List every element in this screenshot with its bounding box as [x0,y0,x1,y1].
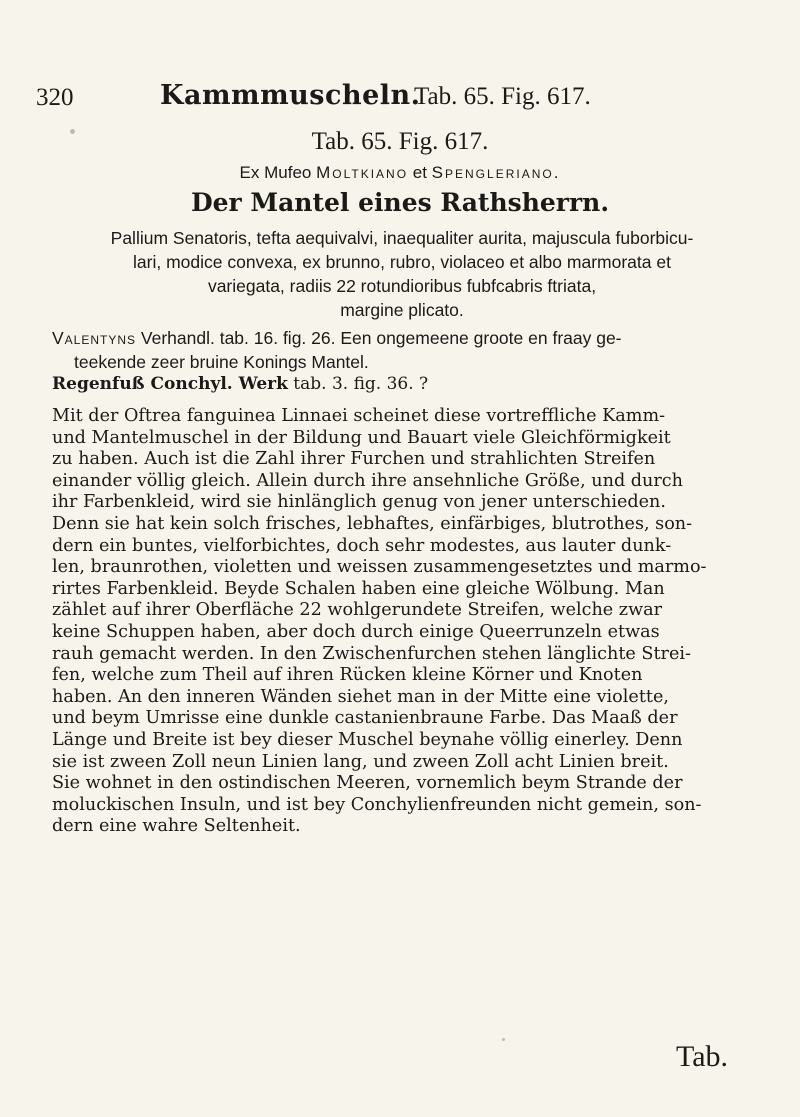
body-line: Mit der Oftrea fanguinea Linnaei scheinet diese vortreffliche Kamm- [52,406,666,426]
museum-spengler: Spengleriano. [431,163,561,182]
valentyn-line: teekende zeer bruine Konings Mantel. [74,352,369,372]
paper-speck [502,1038,505,1041]
body-line: sie ist zween Zoll neun Linien lang, und zween Zoll acht Linien breit. [52,751,669,772]
body-paragraph [52,406,762,838]
body-line: fen, welche zum Theil auf ihren Rücken kleine Körner und Knoten [52,665,643,686]
source-conjunction: et [408,163,432,182]
body-line: keine Schuppen haben, aber doch durch einige Queerrunzeln etwas [52,621,660,642]
regenfuss-reference [52,374,428,394]
latin-line: lari, modice convexa, ex brunno, rubro, violaceo et albo marmorata et [133,252,671,272]
body-line: zählet auf ihrer Oberfläche 22 wohlgerundete Streifen, welche zwar [52,600,663,621]
source-line [0,163,800,183]
paper-speck [70,129,75,134]
valentyn-author: Valentyns [52,328,137,348]
regenfuss-citation: tab. 3. fig. 36. ? [287,374,429,394]
body-line: ihr Farbenkleid, wird sie hinlänglich genug von jener unterschieden. [52,492,666,513]
plate-reference: Tab. 65. Fig. 617. [311,128,489,155]
source-prefix: Ex Mufeo [239,163,317,182]
latin-line: variegata, radiis 22 rotundioribus fubfcabris ftriata, [207,276,597,296]
latin-line: Pallium Senatoris, tefta aequivalvi, inaequaliter aurita, majuscula fuborbicu- [110,228,694,248]
body-line: haben. An den inneren Wänden siehet man in der Mitte eine violette, [52,686,669,707]
body-line: und Mantelmuschel in der Bildung und Bauart viele Gleichförmigkeit [52,427,671,448]
running-title: Kammmuscheln. [160,80,421,111]
body-line: Länge und Breite ist bey dieser Muschel beynahe völlig einerley. Denn [52,729,683,750]
body-line: einander völlig gleich. Allein durch ihre ansehnliche Größe, und durch [52,470,683,491]
valentyn-citation: Verhandl. tab. 16. fig. 26. Een ongemeene groote en fraay ge- [136,328,622,348]
latin-line: margine plicato. [340,300,464,320]
running-reference: Tab. 65. Fig. 617. [414,83,591,110]
body-line: Denn sie hat kein solch frisches, lebhaftes, einfärbiges, blutrothes, son- [52,513,693,534]
page-number: 320 [36,84,74,111]
valentyn-line [52,326,762,350]
body-line: rirtes Farbenkleid. Beyde Schalen haben eine gleiche Wölbung. Man [52,578,665,599]
body-line: len, braunrothen, violetten und weissen zusammengesetztes und marmo- [52,557,707,578]
body-line: und beym Umrisse eine dunkle castanienbraune Farbe. Das Maaß der [52,708,678,729]
running-head [36,80,736,116]
species-heading: Der Mantel eines Rathsherrn. [190,188,610,217]
body-line: Sie wohnet in den ostindischen Meeren, vornemlich beym Strande der [52,773,683,794]
regenfuss-name: Regenfuß Conchyl. Werk [52,374,288,394]
museum-moltke: Moltkiano [316,163,409,182]
valentyn-reference [52,326,762,374]
body-line: moluckischen Insuln, und ist bey Conchylienfreunden nicht gemein, son- [52,794,702,815]
body-line: dern ein buntes, vielforbichtes, doch sehr modestes, aus lauter dunk- [52,535,672,556]
body-line: dern eine wahre Seltenheit. [52,816,301,837]
body-line: zu haben. Auch ist die Zahl ihrer Furchen und strahlichten Streifen [52,449,656,470]
latin-description [52,226,752,322]
catchword: Tab. [676,1040,729,1073]
body-line: rauh gemacht werden. In den Zwischenfurchen stehen länglichte Strei- [52,643,691,664]
